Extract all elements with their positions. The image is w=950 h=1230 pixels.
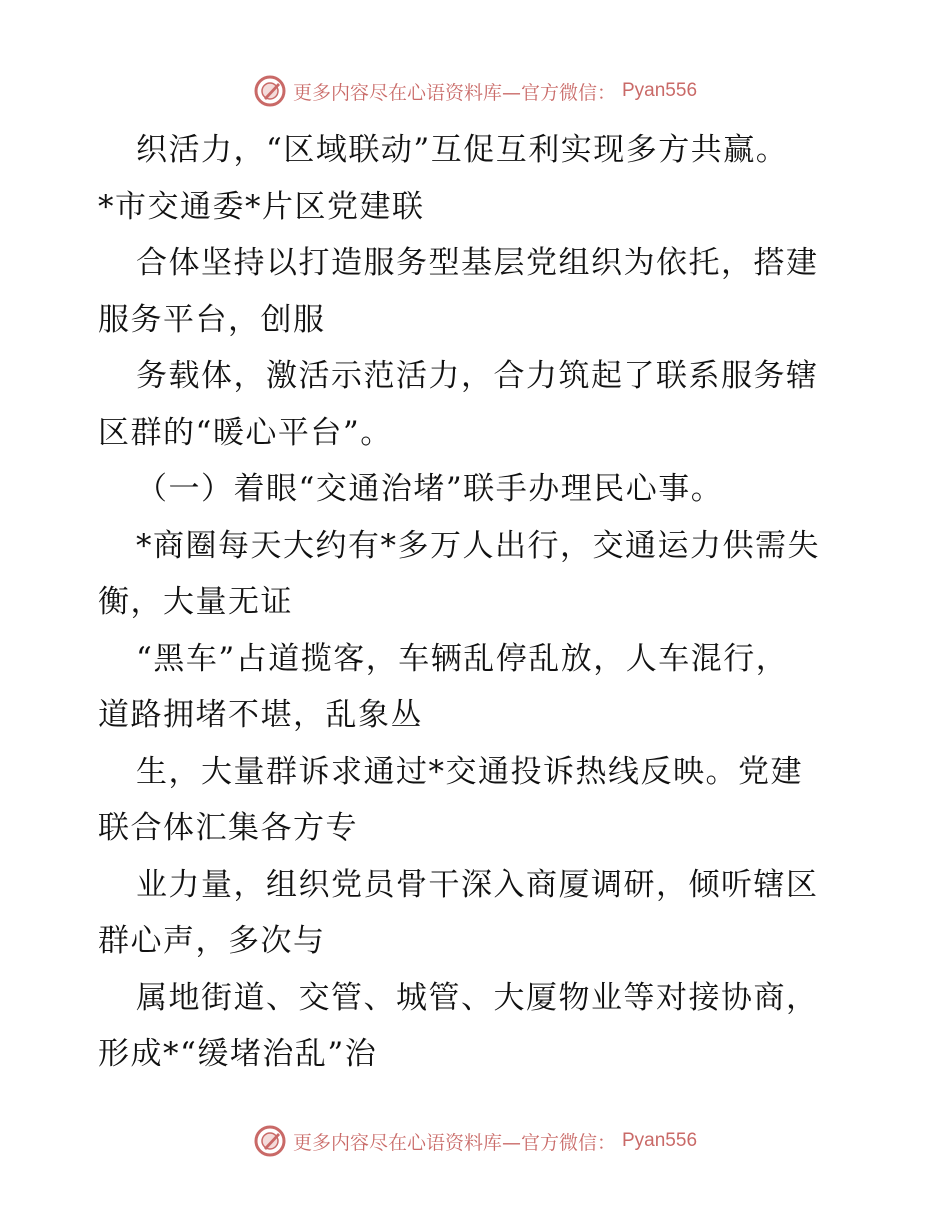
body-line: 道路拥堵不堪，乱象丛 [98,697,423,733]
watermark-handle: Pyan556 [622,1130,698,1151]
body-line: *市交通委*片区党建联 [98,188,425,225]
body-line: “黑车”占道揽客，车辆乱停乱放，人车混行， [136,640,789,677]
body-line: 区群的“暖心平台”。 [98,414,393,451]
body-line: 务载体，激活示范活力，合力筑起了联系服务辖 [136,358,819,394]
body-line: 衡，大量无证 [98,584,293,620]
header-watermark [0,74,950,108]
section-heading: （一）着眼“交通治堵”联手办理民心事。 [136,471,724,507]
watermark-handle: Pyan556 [622,80,698,101]
pen-logo-icon [253,74,287,108]
body-line: 业力量，组织党员骨干深入商厦调研，倾听辖区 [136,866,819,903]
document-body [98,122,858,1083]
body-line: 生，大量群诉求通过*交通投诉热线反映。党建 [136,753,803,790]
body-line: 合体坚持以打造服务型基层党组织为依托，搭建 [136,245,819,281]
body-line: *商圈每天大约有*多万人出行，交通运力供需失 [136,527,820,564]
body-line: 服务平台，创服 [98,301,326,338]
body-line: 形成*“缓堵治乱”治 [98,1036,378,1072]
body-line: 群心声，多次与 [98,923,326,959]
body-line: 属地街道、交管、城管、大厦物业等对接协商， [136,979,819,1016]
pen-logo-icon [253,1124,287,1158]
footer-watermark [0,1124,950,1158]
watermark-text: 更多内容尽在心语资料库—官方微信： [292,1131,616,1154]
watermark-text: 更多内容尽在心语资料库—官方微信： [292,81,616,104]
body-line: 联合体汇集各方专 [98,810,358,846]
body-line: 织活力，“区域联动”互促互利实现多方共赢。 [136,132,789,168]
